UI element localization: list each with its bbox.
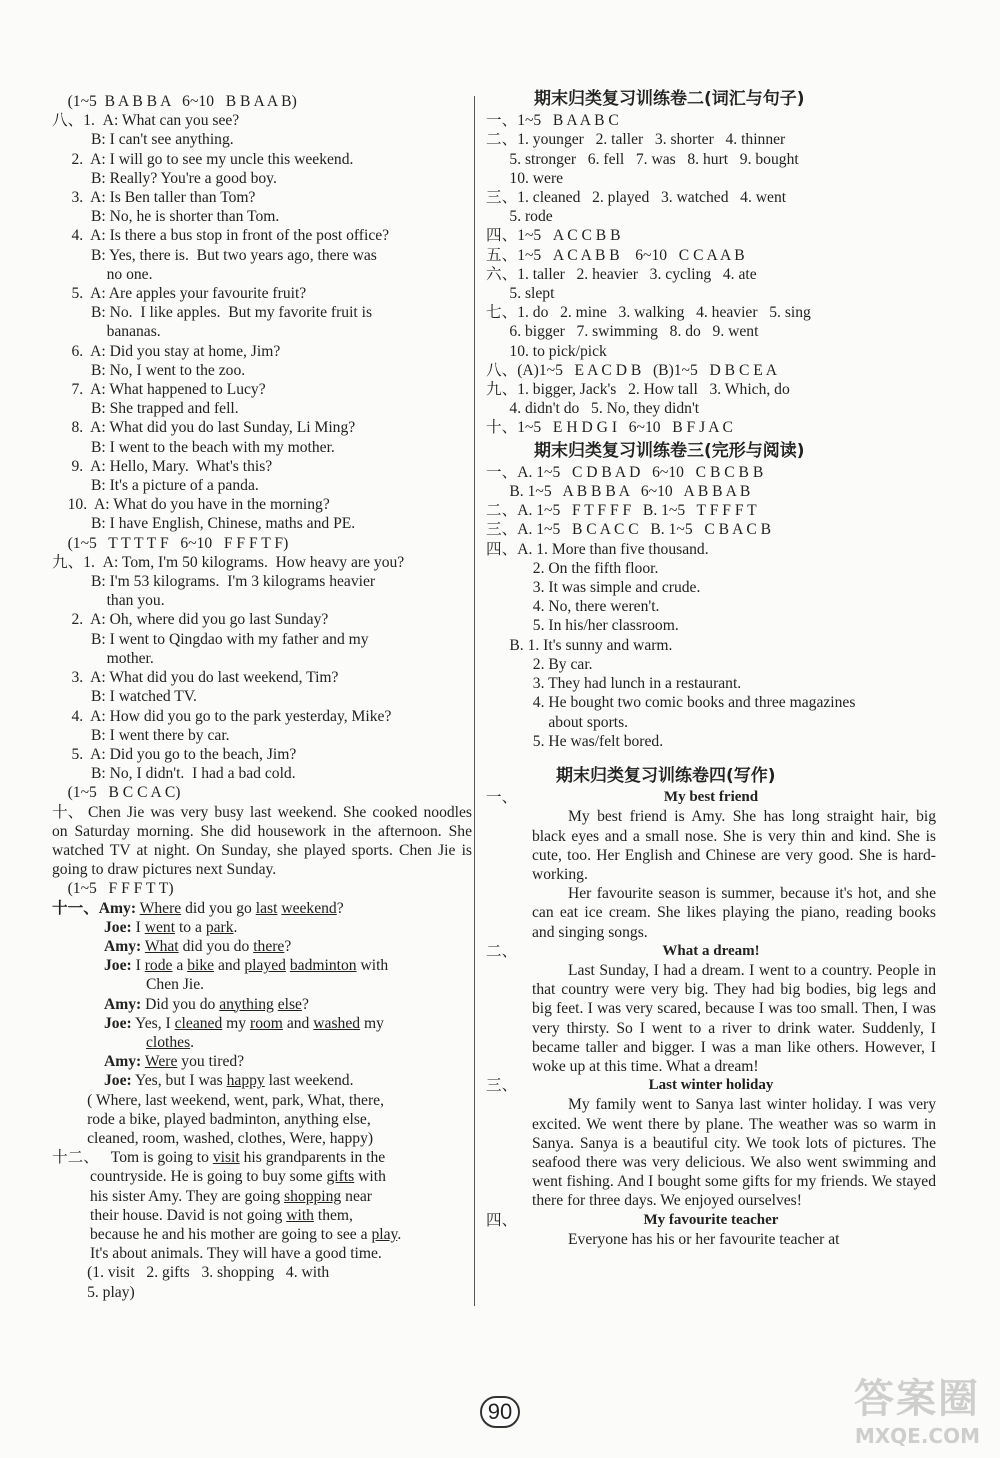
text-line: B: I went to Qingdao with my father and my <box>52 630 369 648</box>
text-line: 八、1. A: What can you see? <box>52 112 240 130</box>
text-line: than you. <box>52 592 165 610</box>
text-line: 8. A: What did you do last Sunday, Li Ming? <box>52 419 356 437</box>
text-line: 三、1. cleaned 2. played 3. watched 4. went <box>486 189 787 207</box>
section-twelve: 十二、 Tom is going to visit his grandparents in the countryside. He is going to buy some gifts with his sister Amy. They are going shopping near their house. David is not going with them, because he and his mother are going to see a play. It's about animals. They will have a good time. <box>52 1149 402 1263</box>
text-line: B: I can't see anything. <box>52 131 234 149</box>
text-line: 2. A: Oh, where did you go last Sunday? <box>52 611 329 629</box>
text-line: 三、A. 1~5 B C A C C B. 1~5 C B A C B <box>486 521 772 539</box>
text-line: B. 1~5 A B B B A 6~10 A B B A B <box>486 483 751 501</box>
text-line: B: Really? You're a good boy. <box>52 169 277 187</box>
text-line: 3. A: Is Ben taller than Tom? <box>52 189 256 207</box>
text-line: 四、A. 1. More than five thousand. <box>486 540 709 558</box>
text-line: 九、1. A: Tom, I'm 50 kilograms. How heavy are you? <box>52 553 405 571</box>
text-line: 九、1. bigger, Jack's 2. How tall 3. Which, do <box>486 381 790 399</box>
left-column <box>52 92 472 1302</box>
text-line: B: No. I like apples. But my favorite fruit is <box>52 304 373 322</box>
text-line: B: She trapped and fell. <box>52 400 239 418</box>
text-line: B: No, I didn't. I had a bad cold. <box>52 765 296 783</box>
text-line: B: No, I went to the zoo. <box>52 361 246 379</box>
text-line: 9. A: Hello, Mary. What's this? <box>52 457 273 475</box>
text-line: (1~5 T T T T F 6~10 F F F T F) <box>52 534 289 552</box>
text-line: B: I'm 53 kilograms. I'm 3 kilograms heavier <box>52 573 376 591</box>
text-line: B: I went there by car. <box>52 726 230 744</box>
section-heading: 期末归类复习训练卷四(写作) <box>556 765 776 786</box>
text-line: B. 1. It's sunny and warm. <box>486 636 673 654</box>
text-line: ( Where, last weekend, went, park, What, there, <box>52 1091 384 1109</box>
watermark: 答案圈 MXQE.COM <box>854 1376 980 1448</box>
text-line: rode a bike, played badminton, anything else, <box>52 1110 371 1128</box>
section-ten <box>52 803 472 880</box>
essay-1: 一、 My best friend My best friend is Amy. She has long straight hair, big black eyes and a small nose. She is very thin and kind. She is cute, too. Her English and Chinese are very good. She is hard-working. Her favourite season is summer, because it's hot, and she can eat ice cream. She likes playing the piano, reading books and singing songs. <box>486 789 936 941</box>
text-line: 5. stronger 6. fell 7. was 8. hurt 9. bought <box>486 150 799 168</box>
page-number: 90 <box>460 1396 540 1428</box>
section-label: 十、 <box>52 803 84 821</box>
text-line: mother. <box>52 649 154 667</box>
text-line: cleaned, room, washed, clothes, Were, happy) <box>52 1129 374 1147</box>
text-line: 10. A: What do you have in the morning? <box>52 496 330 514</box>
text-line: 七、1. do 2. mine 3. walking 4. heavier 5. sing <box>486 304 811 322</box>
text-line: B: I went to the beach with my mother. <box>52 438 335 456</box>
text-line: 5. A: Are apples your favourite fruit? <box>52 285 307 303</box>
text-line: 5. play) <box>52 1283 135 1301</box>
text-line: (1~5 B A B B A 6~10 B B A A B) <box>52 93 297 110</box>
text-line: 6. bigger 7. swimming 8. do 9. went <box>486 323 759 341</box>
text-line: B: I have English, Chinese, maths and PE. <box>52 515 356 533</box>
text-line: bananas. <box>52 323 161 341</box>
text-line: 4. A: How did you go to the park yesterday, Mike? <box>52 707 392 725</box>
essay-4: 四、 My favourite teacher Everyone has his or her favourite teacher at <box>486 1211 840 1248</box>
text-line: 5. slept <box>486 285 555 303</box>
text-line: (1. visit 2. gifts 3. shopping 4. with <box>52 1264 330 1282</box>
text-line: no one. <box>52 265 153 283</box>
text-line: 3. It was simple and crude. <box>486 579 701 597</box>
text-line: (1~5 F F F T T) <box>52 880 174 898</box>
text-line: 5. In his/her classroom. <box>486 617 679 635</box>
text-line: 4. No, there weren't. <box>486 598 660 616</box>
essay-2: 二、 What a dream! Last Sunday, I had a dream. I went to a country. People in that country were very big. They had big bodies, big legs and big feet. I was very scared, because I was too small. Then, I was very thirsty. So I went to a river to drink water. Suddenly, I became taller and bigger. I was a man like others. However, I woke up at this time. What a dream! <box>486 942 936 1075</box>
text-line: 7. A: What happened to Lucy? <box>52 381 266 399</box>
text-line: 4. didn't do 5. No, they didn't <box>486 400 700 418</box>
text-line: 10. to pick/pick <box>486 342 607 360</box>
text-line: B: No, he is shorter than Tom. <box>52 208 280 226</box>
text-line: (1~5 B C C A C) <box>52 784 181 802</box>
text-line: B: Yes, there is. But two years ago, there was <box>52 246 377 264</box>
text-line: 一、1~5 B A A B C <box>486 112 619 130</box>
text-line: 5. rode <box>486 208 553 226</box>
text-line: 2. A: I will go to see my uncle this weekend. <box>52 150 354 168</box>
text-line: 3. A: What did you do last weekend, Tim? <box>52 669 339 687</box>
text-line: 3. They had lunch in a restaurant. <box>486 675 742 693</box>
text-line: 二、1. younger 2. taller 3. shorter 4. thinner <box>486 131 786 149</box>
text-line: 二、A. 1~5 F T F F F B. 1~5 T F F F T <box>486 502 757 520</box>
text-line: 10. were <box>486 169 564 187</box>
section-ten-text: Chen Jie was very busy last weekend. She cooked noodles on Saturday morning. She did housework in the afternoon. She watched TV at night. On Sunday, she played sports. Chen Jie is going to draw pictures next Sunday. <box>52 803 472 879</box>
text-line: 五、1~5 A C A B B 6~10 C C A A B <box>486 246 745 264</box>
text-line: 十、1~5 E H D G I 6~10 B F J A C <box>486 419 733 437</box>
text-line: 5. He was/felt bored. <box>486 732 664 750</box>
text-line: 2. On the fifth floor. <box>486 559 659 577</box>
text-line: about sports. <box>486 713 629 731</box>
text-line: 八、(A)1~5 E A C D B (B)1~5 D B C E A <box>486 361 778 379</box>
essay-3: 三、 Last winter holiday My family went to Sanya last winter holiday. I was very excited. We went there by plane. The weather was so warm in Sanya. Sanya is a beautiful city. We took lots of pictures. The seafood there was very delicious. We also went swimming and went fishing. And I bought some gifts for my friends. We stayed there for three days. We enjoyed ourselves! <box>486 1077 936 1210</box>
text-line: 四、1~5 A C C B B <box>486 227 621 245</box>
right-column <box>486 89 936 1249</box>
text-line: 2. By car. <box>486 655 593 673</box>
column-divider <box>474 96 475 1306</box>
dialogue-block: 十一、Amy: Where did you go last weekend? Joe: I went to a park. Amy: What did you do there? Joe: I rode a bike and played badminton with Chen Jie. Amy: Did you do anything else? Joe: Yes, I cleaned my room and washed my clothes. Amy: Were you tired? Joe: Yes, but I was happy last weekend. <box>52 899 389 1090</box>
text-line: B: I watched TV. <box>52 688 197 706</box>
text-line: 5. A: Did you go to the beach, Jim? <box>52 745 297 763</box>
text-line: 4. He bought two comic books and three magazines <box>486 694 856 712</box>
text-line: 6. A: Did you stay at home, Jim? <box>52 342 281 360</box>
section-heading: 期末归类复习训练卷三(完形与阅读) <box>534 440 805 461</box>
text-line: B: It's a picture of a panda. <box>52 477 259 495</box>
text-line: 六、1. taller 2. heavier 3. cycling 4. ate <box>486 265 757 283</box>
section-heading: 期末归类复习训练卷二(词汇与句子) <box>534 89 805 109</box>
text-line: 一、A. 1~5 C D B A D 6~10 C B C B B <box>486 463 764 481</box>
text-line: 4. A: Is there a bus stop in front of the post office? <box>52 227 390 245</box>
